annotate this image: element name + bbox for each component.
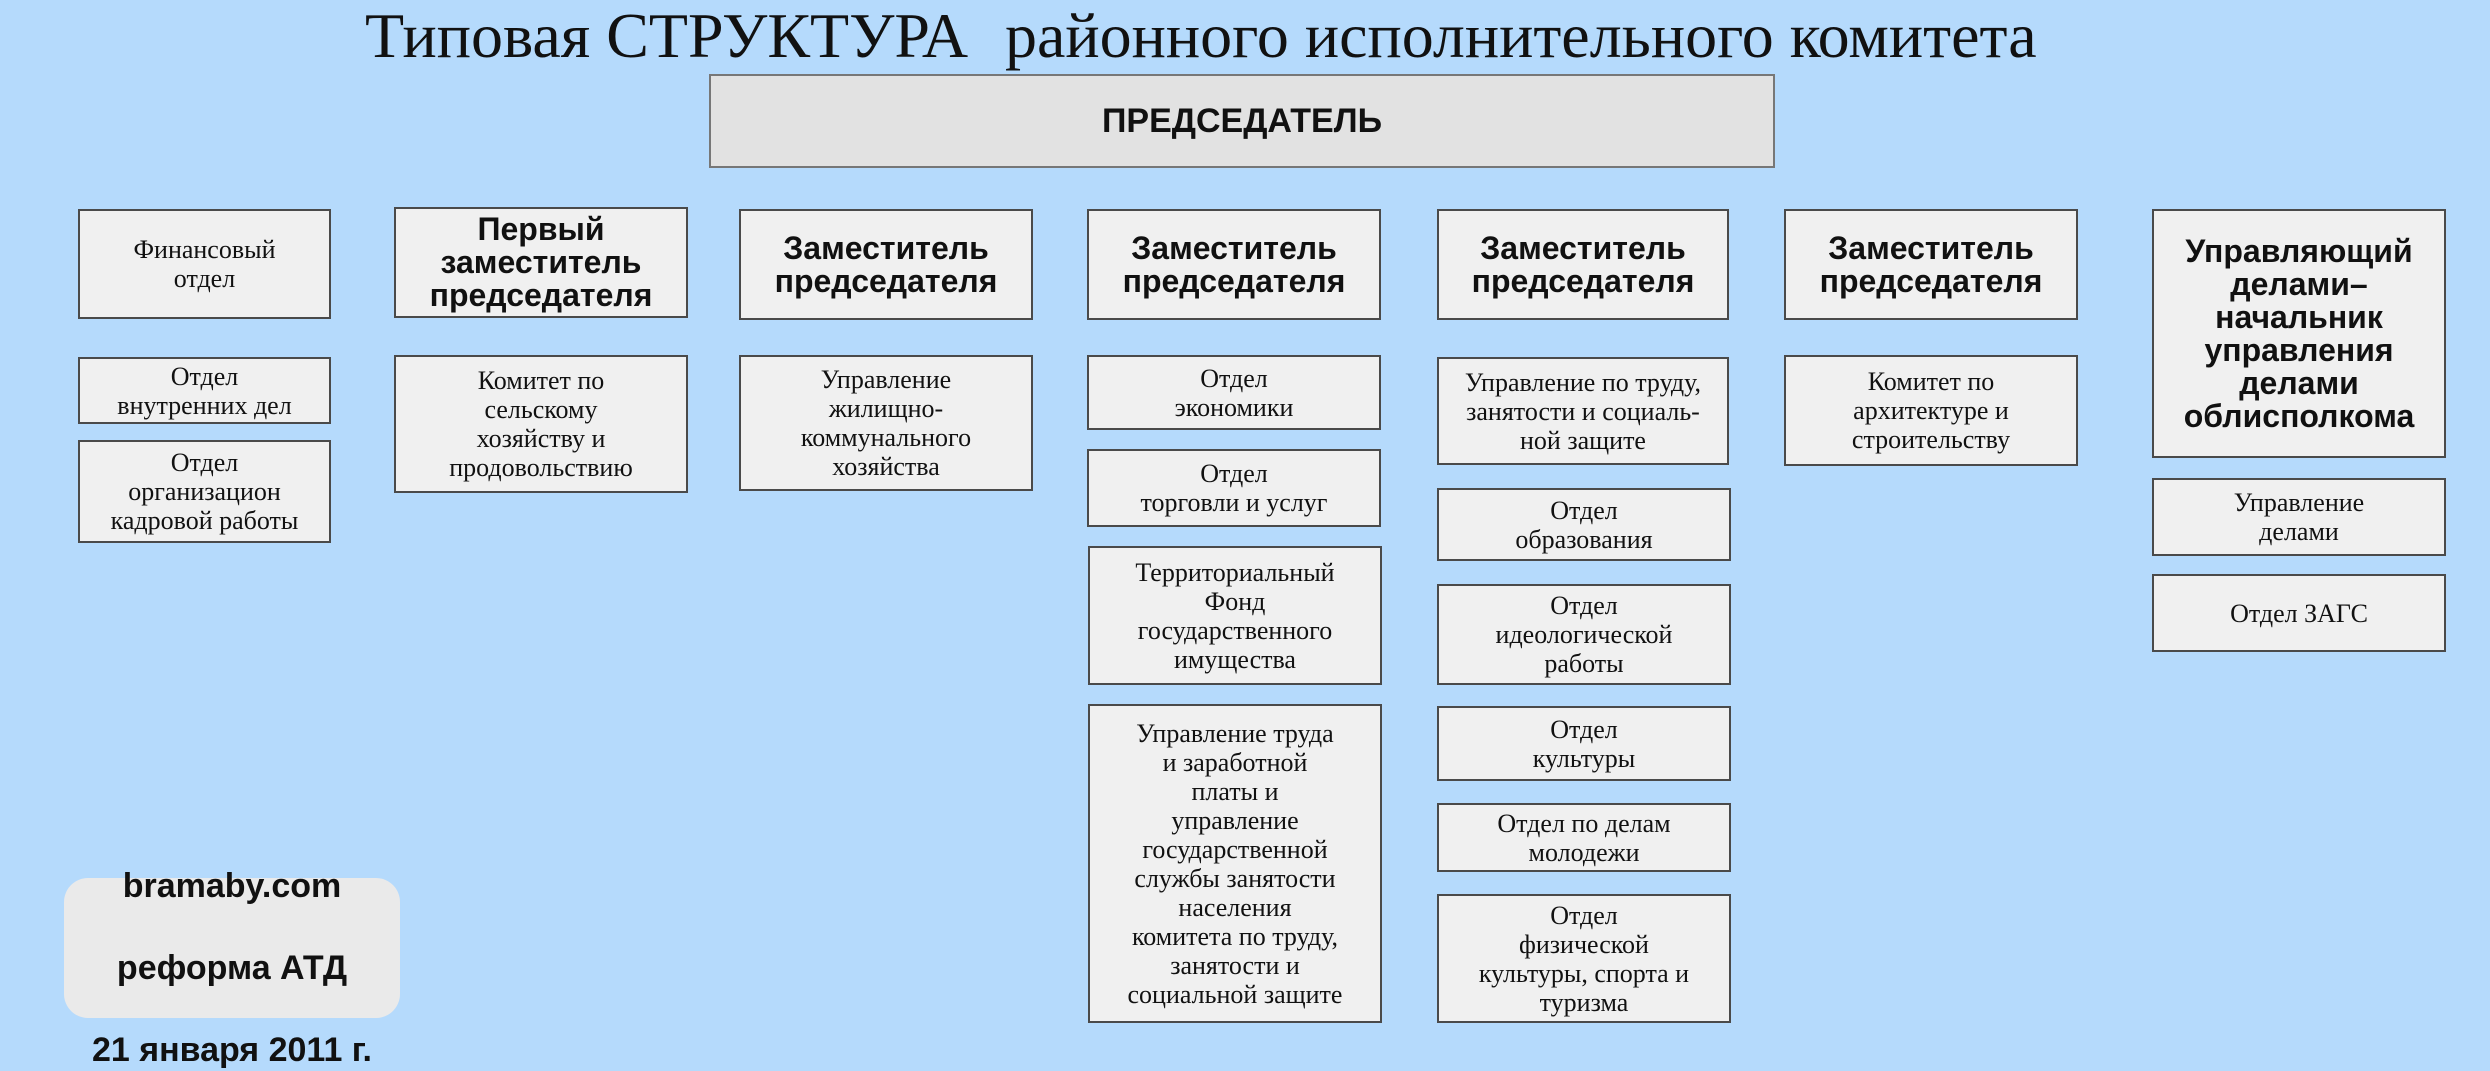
box-label: Финансовый отдел [133, 235, 276, 293]
deputy-1-box [739, 209, 1033, 320]
trade-services-box [1087, 449, 1381, 527]
labor-social-protection-box [1437, 357, 1729, 465]
agriculture-committee-box [394, 355, 688, 493]
youth-affairs-box [1437, 803, 1731, 872]
box-label: Управляющий делами– начальник управления делами облисполкома [2183, 232, 2415, 434]
labor-employment-box [1088, 704, 1382, 1023]
affairs-administration-box [2152, 478, 2446, 556]
page-title-part1: Типовая СТРУКТУРА [365, 0, 969, 71]
box-label: Комитет по сельскому хозяйству и продовольствию [449, 366, 633, 482]
box-label: Заместитель председателя [1819, 229, 2043, 299]
source-credits [64, 867, 400, 1069]
first-deputy-box [394, 207, 688, 318]
deputy-2-box [1087, 209, 1381, 320]
box-label: Управление жилищно- коммунального хозяйства [800, 365, 972, 481]
box-label: Отдел идеологической работы [1495, 591, 1673, 678]
box-label: Отдел по делам молодежи [1497, 808, 1671, 867]
architecture-committee-box [1784, 355, 2078, 466]
box-label: Заместитель председателя [1122, 229, 1346, 299]
box-label: Отдел внутренних дел [117, 361, 292, 420]
head-of-affairs-box [2152, 209, 2446, 458]
registry-office-box [2152, 574, 2446, 652]
internal-affairs-box [78, 357, 331, 424]
state-property-fund-box [1088, 546, 1382, 685]
chairman-label: ПРЕДСЕДАТЕЛЬ [1101, 101, 1383, 140]
deputy-4-box [1784, 209, 2078, 320]
page-title-part2: районного исполнительного комитета [1005, 0, 2037, 71]
box-label: Управление по труду, занятости и социаль- ной защите [1464, 367, 1702, 455]
personnel-department-box [78, 440, 331, 543]
finance-department-box [78, 209, 331, 319]
box-label: Территориальный Фонд государственного имущества [1135, 557, 1335, 674]
housing-utilities-box [739, 355, 1033, 491]
economics-department-box [1087, 355, 1381, 430]
culture-department-box [1437, 706, 1731, 781]
box-label: Отдел торговли и услуг [1140, 459, 1328, 517]
box-label: Заместитель председателя [774, 229, 998, 299]
box-label: Отдел культуры [1532, 714, 1636, 773]
box-label: Отдел ЗАГС [2230, 598, 2368, 628]
box-label: Отдел экономики [1174, 363, 1294, 422]
box-label: Заместитель председателя [1471, 229, 1695, 299]
deputy-3-box [1437, 209, 1729, 320]
box-label: Комитет по архитектуре и строительству [1851, 367, 2011, 454]
box-label: Управление труда и заработной платы и управление государственной службы занятости населения комитета по труду, занятости и социальной защите [1127, 718, 1343, 1009]
credits-date: 21 января 2011 г. [91, 1031, 373, 1069]
box-label: Первый заместитель председателя [429, 211, 653, 313]
ideology-department-box [1437, 584, 1731, 685]
sports-tourism-box [1437, 894, 1731, 1023]
credits-site: bramaby.com [122, 867, 342, 905]
credits-topic: реформа АТД [116, 949, 348, 987]
box-label: Отдел физической культуры, спорта и туризма [1478, 900, 1690, 1017]
page-title [0, 0, 2490, 72]
education-department-box [1437, 488, 1731, 561]
box-label: Отдел образования [1515, 495, 1653, 554]
chairman-box [709, 74, 1775, 168]
box-label: Управление делами [2233, 488, 2365, 546]
box-label: Отдел организацион кадровой работы [110, 448, 299, 535]
